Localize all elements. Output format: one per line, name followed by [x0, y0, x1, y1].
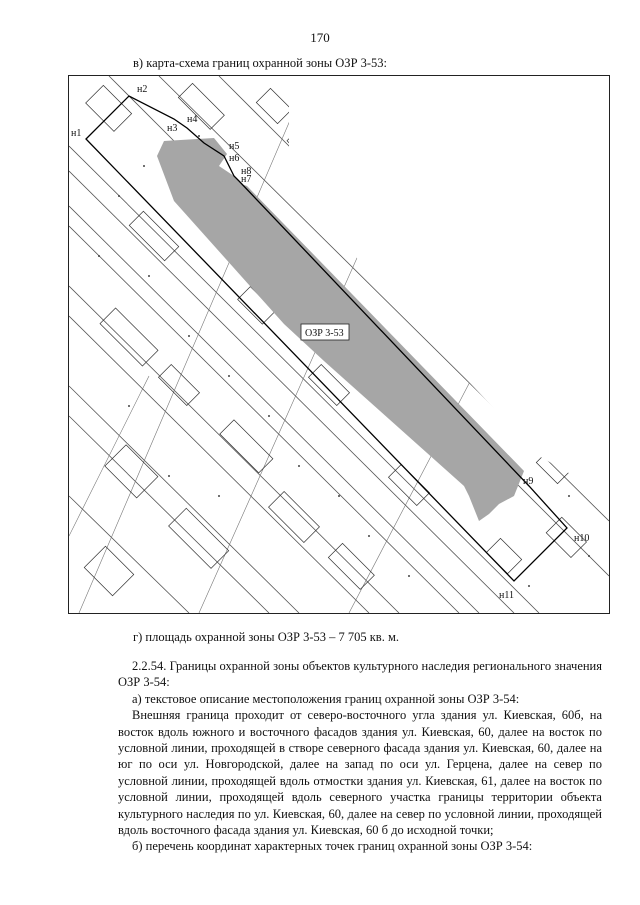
zone-label: ОЗР 3-53 [305, 328, 344, 339]
section-body [118, 658, 602, 855]
point-label-n3: н3 [167, 123, 178, 134]
point-label-n6: н6 [229, 153, 240, 164]
point-label-n10: н10 [574, 533, 590, 544]
boundary-description: Внешняя граница проходит от северо-восточного угла здания ул. Киевская, 60б, на восток вдоль южного и восточного фасадов здания ул. Киевская, 60, далее на восток по условной линии, проходящей в створе северного фасада здания ул. Киевская, 60, далее на юг по оси ул. Новгородской, далее на запад по оси ул. Герцена, далее на север по условной линии, проходящей вдоль отмостки здания ул. Киевская, 61, далее на восток по условной линии, проходящей вдоль северного участка границы территории объекта культурного наследия по ул. Киевская, 60, далее на север по условной линии, проходящей вдоль восточного фасада здания ул. Киевская, 60 б до исходной точки; [118, 708, 602, 838]
map-caption: в) карта-схема границ охранной зоны ОЗР 3-53: [133, 56, 388, 70]
point-label-n11: н11 [499, 590, 514, 601]
zone-area: г) площадь охранной зоны ОЗР 3-53 – 7 705 кв. м. [133, 630, 399, 644]
section-heading: 2.2.54. Границы охранной зоны объектов культурного наследия регионального значения ОЗР 3-54: [118, 659, 602, 690]
zone-map [68, 75, 610, 614]
point-label-n7: н7 [241, 174, 252, 185]
point-label-n2: н2 [137, 84, 148, 95]
point-label-n5: н5 [229, 141, 240, 152]
item-a: а) текстовое описание местоположения границ охранной зоны ОЗР 3-54: [132, 691, 520, 706]
point-label-n1: н1 [71, 128, 82, 139]
point-label-n4: н4 [187, 114, 198, 125]
page-number: 170 [310, 30, 330, 45]
point-label-n9: н9 [523, 476, 534, 487]
point-label-n8: н8 [241, 166, 252, 177]
item-b: б) перечень координат характерных точек границ охранной зоны ОЗР 3-54: [132, 839, 533, 854]
